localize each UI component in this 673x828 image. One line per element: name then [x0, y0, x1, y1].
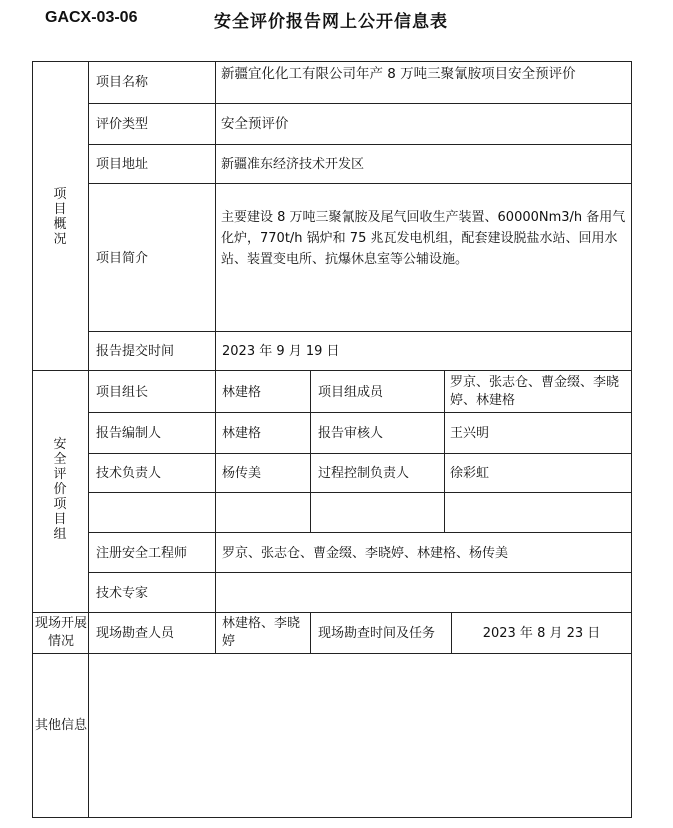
- form-code: GACX-03-06: [45, 9, 138, 26]
- table-border: [88, 61, 89, 818]
- page-title: 安全评价报告网上公开信息表: [214, 12, 448, 32]
- section-label-overview: 项目概况: [53, 187, 67, 247]
- table-border: [88, 532, 632, 533]
- site-surveyors-value: 林建格、李晓婷: [222, 616, 301, 649]
- evaluation-type-value: 安全预评价: [221, 116, 289, 132]
- technical-lead-value: 杨传美: [222, 466, 262, 481]
- table-border: [32, 612, 632, 613]
- team-leader-value: 林建格: [222, 385, 262, 400]
- table-border: [32, 370, 632, 371]
- project-address-value: 新疆准东经济技术开发区: [221, 157, 365, 172]
- process-control-value: 徐彩虹: [450, 466, 490, 481]
- project-intro-value: 主要建设 8 万吨三聚氰胺及尾气回收生产装置、60000Nm3/h 备用气化炉，770t/h 锅炉和 75 兆瓦发电机组，配套建设脱盐水站、回用水站、装置变电所、抗爆休息室等公辅设施。: [221, 210, 626, 267]
- table-border: [631, 61, 632, 818]
- team-members-value: 罗京、张志仓、曹金缀、李晓婷、林建格: [450, 375, 620, 408]
- project-name-label: 项目名称: [96, 75, 149, 90]
- table-border: [32, 61, 632, 62]
- submit-time-value: 2023 年 9 月 19 日: [222, 344, 340, 359]
- table-border: [88, 412, 632, 413]
- table-border: [310, 370, 311, 532]
- report-reviewer-value: 王兴明: [450, 426, 490, 441]
- project-address-label: 项目地址: [96, 157, 149, 172]
- section-label-team: 安全评价项目组: [53, 437, 67, 542]
- section-label-site: 现场开展情况: [35, 616, 88, 649]
- table-border: [88, 331, 632, 332]
- table-border: [215, 61, 216, 653]
- table-border: [88, 492, 632, 493]
- section-label-other: 其他信息: [35, 718, 88, 733]
- team-members-label: 项目组成员: [318, 385, 384, 400]
- site-survey-time-value: 2023 年 8 月 23 日: [482, 626, 601, 641]
- technical-expert-label: 技术专家: [96, 586, 149, 601]
- table-border: [32, 61, 33, 818]
- table-border: [88, 183, 632, 184]
- table-border: [88, 144, 632, 145]
- safety-engineers-value: 罗京、张志仓、曹金缀、李晓婷、林建格、杨传美: [222, 546, 509, 561]
- table-border: [88, 453, 632, 454]
- evaluation-type-label: 评价类型: [96, 117, 149, 132]
- site-survey-time-label: 现场勘查时间及任务: [318, 626, 436, 641]
- table-border: [310, 612, 311, 653]
- project-intro-label: 项目简介: [96, 251, 149, 266]
- submit-time-label: 报告提交时间: [96, 344, 175, 359]
- report-author-label: 报告编制人: [96, 426, 162, 441]
- project-name-value: 新疆宜化化工有限公司年产 8 万吨三聚氰胺项目安全预评价: [221, 66, 576, 82]
- technical-lead-label: 技术负责人: [96, 466, 162, 481]
- process-control-label: 过程控制负责人: [318, 466, 410, 481]
- team-leader-label: 项目组长: [96, 385, 149, 400]
- table-border: [444, 370, 445, 532]
- table-border: [88, 103, 632, 104]
- table-border: [32, 653, 632, 654]
- table-border: [88, 572, 632, 573]
- site-surveyors-label: 现场勘查人员: [96, 626, 175, 641]
- report-reviewer-label: 报告审核人: [318, 426, 384, 441]
- report-author-value: 林建格: [222, 426, 262, 441]
- table-border: [32, 817, 632, 818]
- safety-engineers-label: 注册安全工程师: [96, 546, 188, 561]
